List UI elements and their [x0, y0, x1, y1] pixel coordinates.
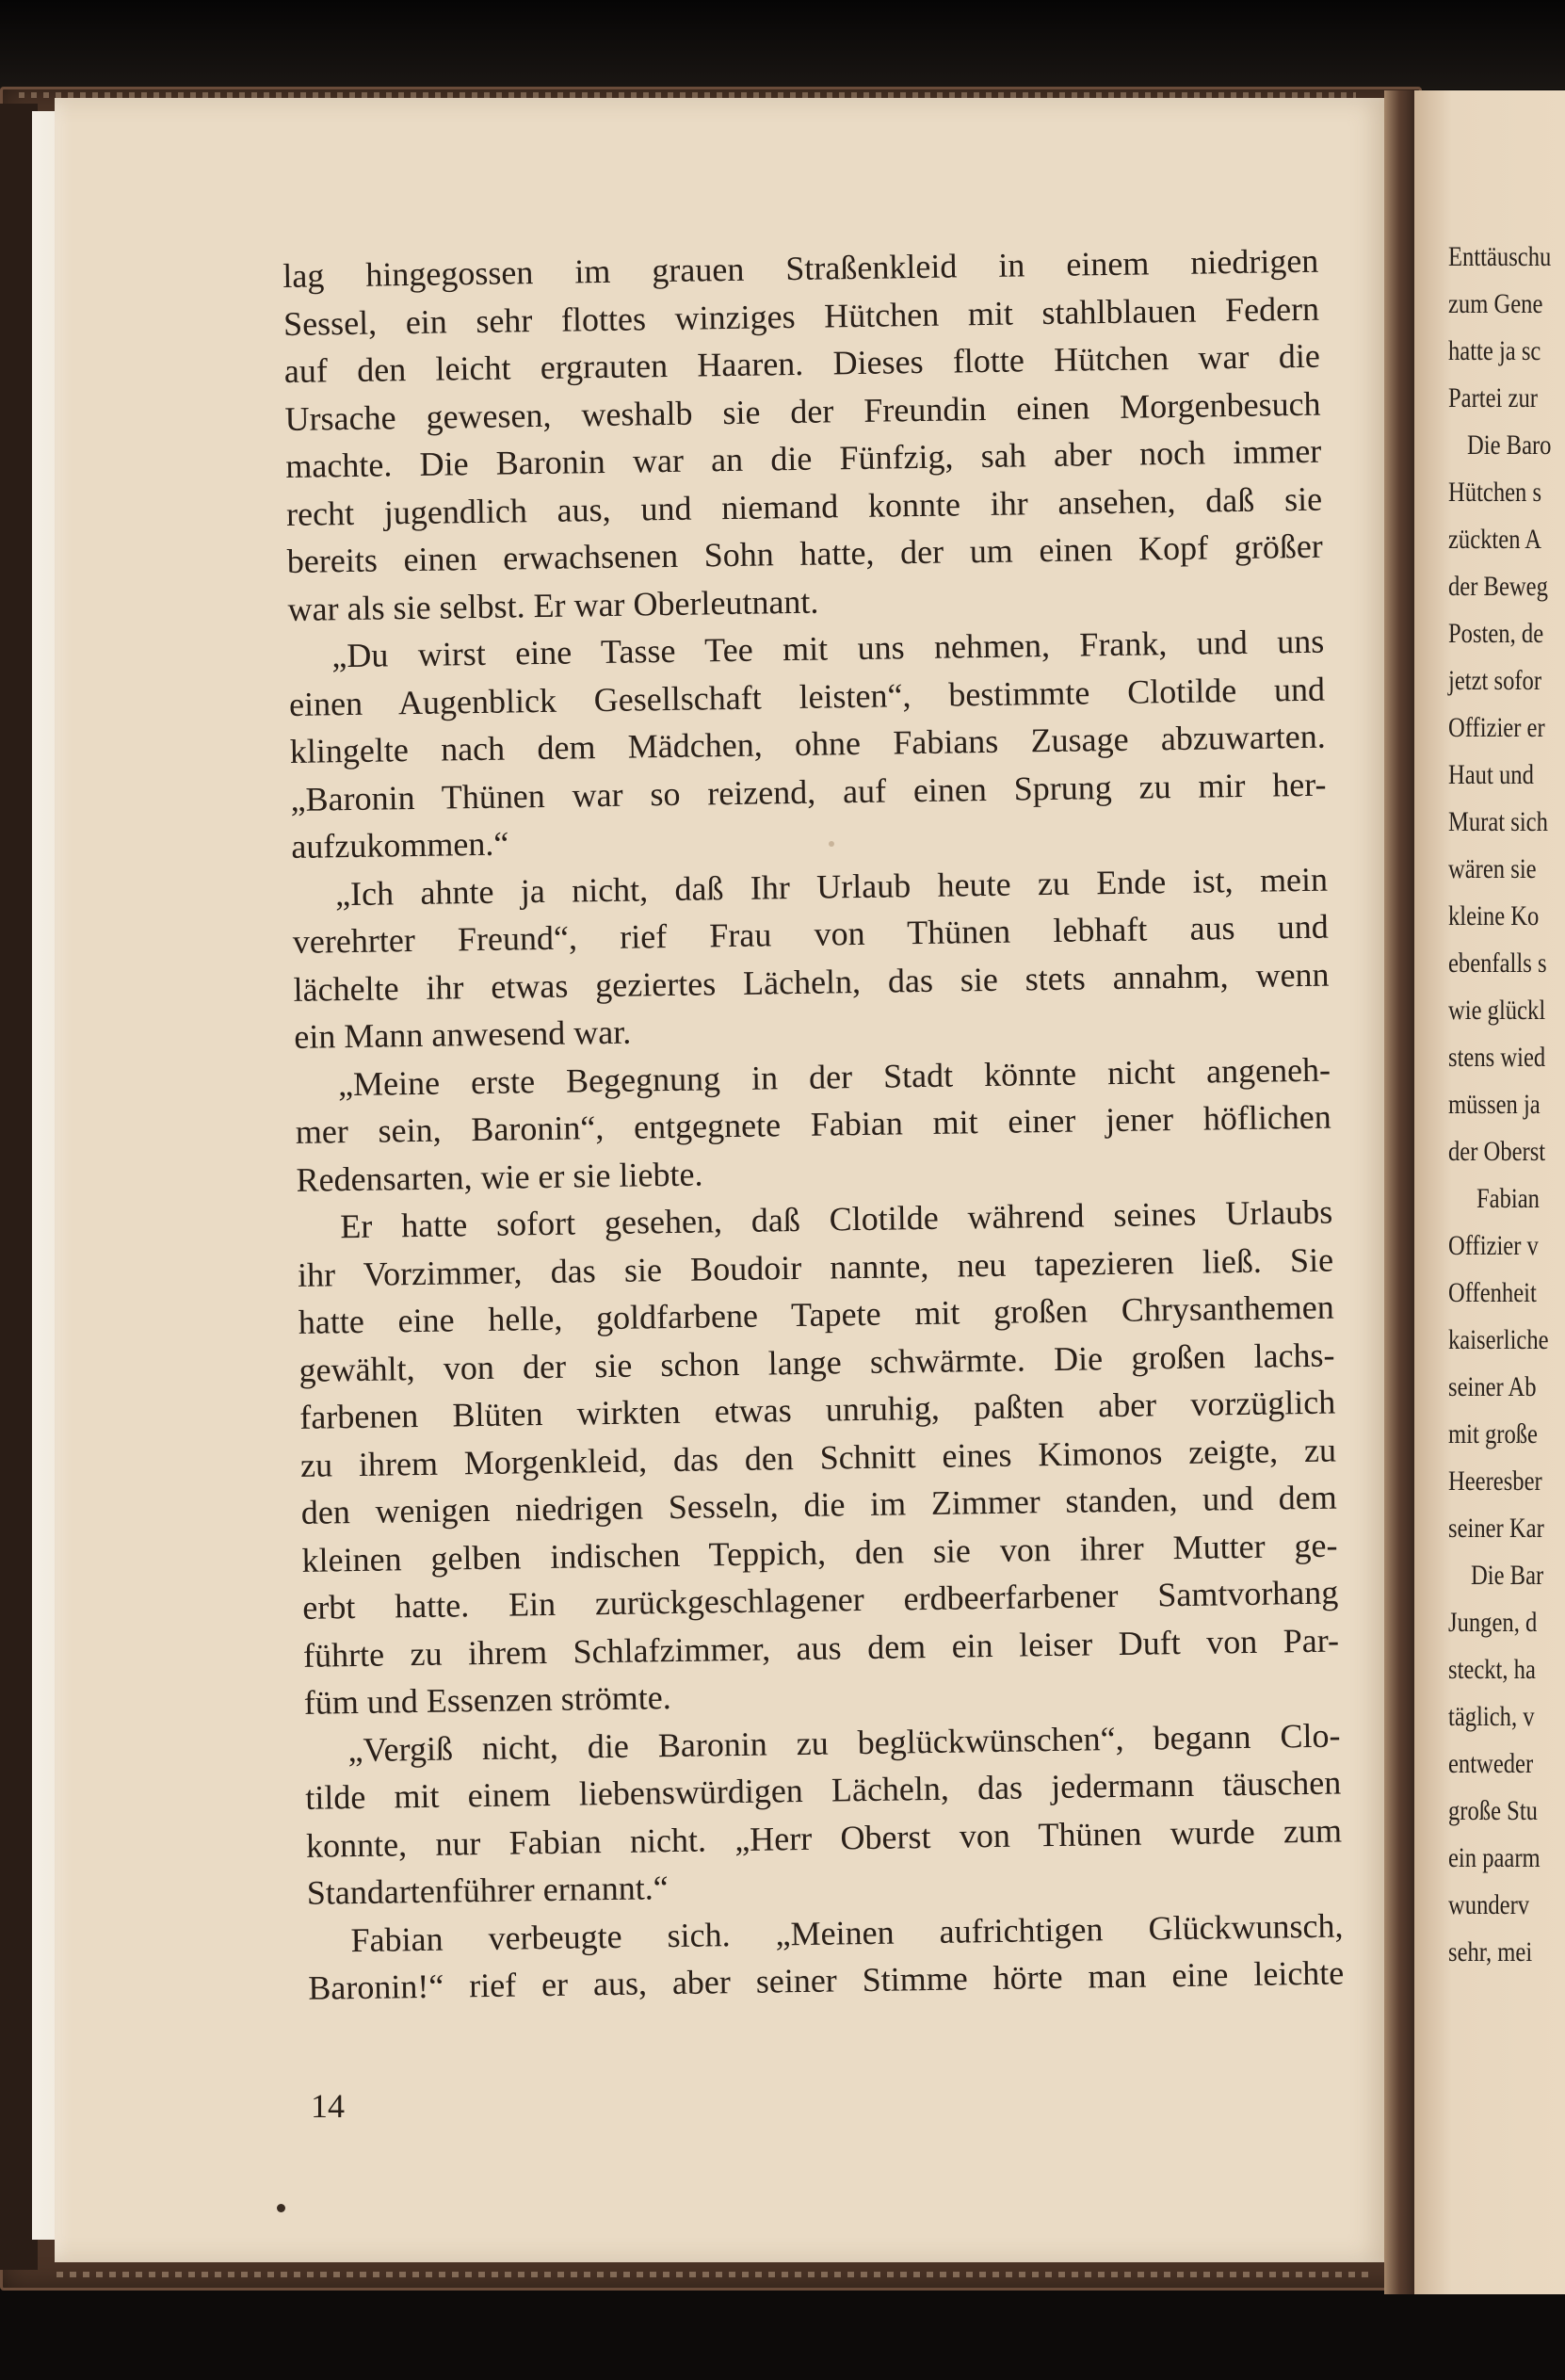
right-page-line: der Oberst [1448, 1136, 1546, 1167]
text-line: Ursache gewesen, weshalb sie der Freundin einen Morgenbesuch [284, 384, 1321, 438]
right-page-fragment [1414, 90, 1565, 2294]
right-page-line: zum Gene [1448, 288, 1543, 319]
right-page-line: entweder [1448, 1748, 1534, 1779]
right-page-line: sehr, mei [1448, 1936, 1533, 1967]
text-line: farbenen Blüten wirkten etwas unruhig, paßten aber vorzüglich [299, 1383, 1336, 1436]
right-page-line: Die Baro [1467, 429, 1552, 461]
text-line: einen Augenblick Gesellschaft leisten“, bestimmte Clotilde und [288, 670, 1326, 723]
right-page-line: große Stu [1448, 1795, 1538, 1826]
right-page-line: mit große [1448, 1418, 1538, 1449]
text-line: machte. Die Baronin war an die Fünfzig, sah aber noch immer [285, 431, 1322, 485]
paper-speck [829, 841, 834, 847]
right-page-line: wie glückl [1448, 995, 1546, 1026]
right-page-line: zückten A [1448, 524, 1542, 555]
right-page-line: steckt, ha [1448, 1654, 1536, 1685]
text-line: Sessel, ein sehr flottes winziges Hütchen mit stahlblauen Federn [282, 289, 1320, 343]
right-page-line: hatte ja sc [1448, 335, 1541, 366]
text-line: hatte eine helle, goldfarbene Tapete mit großen Chrysanthemen [298, 1287, 1335, 1341]
text-line: „Ich ahnte ja nicht, daß Ihr Urlaub heute zu Ende ist, mein [334, 860, 1329, 913]
right-page-line: kleine Ko [1448, 900, 1540, 931]
right-page-line: Murat sich [1448, 806, 1548, 837]
right-page-line: ebenfalls s [1448, 947, 1547, 979]
right-page-line: müssen ja [1448, 1089, 1541, 1120]
right-page-line: Heeresber [1448, 1465, 1542, 1497]
text-line: bereits einen erwachsenen Sohn hatte, der um einen Kopf größer [286, 526, 1324, 580]
ink-speck [277, 2204, 285, 2212]
right-page-line: seiner Kar [1448, 1513, 1544, 1544]
right-page-line: Posten, de [1448, 618, 1544, 649]
text-line: füm und Essenzen strömte. [303, 1678, 672, 1722]
right-page-line: Haut und [1448, 759, 1534, 790]
right-page-line: der Beweg [1448, 571, 1548, 602]
text-line: Baronin!“ rief er aus, aber seiner Stimme hörte man eine leichte [308, 1953, 1345, 2007]
text-line: „Baronin Thünen war so reizend, auf einen Sprung zu mir her- [290, 765, 1327, 818]
right-page-line: kaiserliche [1448, 1324, 1549, 1355]
right-page-line: Jungen, d [1448, 1607, 1538, 1638]
text-line: aufzukommen.“ [291, 824, 509, 866]
text-line: zu ihrem Morgenkleid, das den Schnitt eines Kimonos zeigte, zu [299, 1431, 1337, 1484]
cover-stitching-bottom [56, 2272, 1375, 2277]
right-page-line: täglich, v [1448, 1701, 1535, 1732]
right-page-line: ein paarm [1448, 1842, 1541, 1873]
right-page-line: jetzt sofor [1448, 665, 1542, 696]
right-page-line: Die Bar [1471, 1560, 1544, 1591]
text-line: Fabian verbeugte sich. „Meinen aufrichtigen Glückwunsch, [350, 1905, 1344, 1959]
text-line: Er hatte sofort gesehen, daß Clotilde während seines Urlaubs [340, 1192, 1333, 1246]
text-line: recht jugendlich aus, und niemand konnte ihr ansehen, daß sie [285, 479, 1323, 533]
text-line: gewählt, von der sie schon lange schwärmte. Die großen lachs- [298, 1336, 1335, 1389]
right-page-line: stens wied [1448, 1042, 1546, 1073]
right-page-line: Offizier v [1448, 1230, 1539, 1261]
text-line: „Meine erste Begegnung in der Stadt könnte nicht angeneh- [337, 1050, 1331, 1103]
text-line: Standartenführer ernannt.“ [306, 1869, 669, 1912]
text-line: tilde mit einem liebenswürdigen Lächeln, das jedermann täuschen [305, 1763, 1342, 1817]
text-line: „Vergiß nicht, die Baronin zu beglückwünschen“, begann Clo- [347, 1716, 1341, 1769]
text-line: war als sie selbst. Er war Oberleutnant. [287, 582, 819, 628]
right-page-line: wunderv [1448, 1889, 1530, 1920]
text-line: konnte, nur Fabian nicht. „Herr Oberst von Thünen wurde zum [305, 1810, 1343, 1865]
text-line: auf den leicht ergrauten Haaren. Dieses flotte Hütchen war die [283, 336, 1321, 390]
right-page-line: seiner Ab [1448, 1371, 1537, 1402]
right-page-line: Fabian [1476, 1183, 1540, 1214]
text-line: erbt hatte. Ein zurückgeschlagener erdbeerfarbener Samtvorhang [302, 1573, 1339, 1627]
page-number: 14 [311, 2087, 345, 2125]
text-line: ihr Vorzimmer, das sie Boudoir nannte, neu tapezieren ließ. Sie [297, 1240, 1334, 1294]
text-line: lag hingegossen im grauen Straßenkleid in einem niedrigen [282, 241, 1319, 295]
right-page-line: Offizier er [1448, 712, 1545, 743]
right-page-line: Enttäuschu [1448, 241, 1552, 272]
text-line: ein Mann anwesend war. [294, 1012, 632, 1056]
right-page-line: wären sie [1448, 853, 1537, 884]
text-line: Redensarten, wie er sie liebte. [296, 1154, 703, 1199]
left-page-text [282, 237, 1345, 2013]
background-top [0, 0, 1565, 89]
text-line: mer sein, Baronin“, entgegnete Fabian mit einer jener höflichen [295, 1097, 1332, 1151]
text-line: klingelte nach dem Mädchen, ohne Fabians Zusage abzuwarten. [289, 717, 1327, 770]
right-page-line: Offenheit [1448, 1277, 1537, 1308]
text-line: kleinen gelben indischen Teppich, den sie von ihrer Mutter ge- [301, 1526, 1338, 1579]
right-page-line: Partei zur [1448, 382, 1538, 413]
text-line: lächelte ihr etwas geziertes Lächeln, das sie stets annahm, wenn [293, 955, 1330, 1009]
text-line: verehrter Freund“, rief Frau von Thünen lebhaft aus und [292, 907, 1330, 961]
text-line: „Du wirst eine Tasse Tee mit uns nehmen, Frank, und uns [331, 622, 1325, 675]
text-line: den wenigen niedrigen Sesseln, die im Zimmer standen, und dem [300, 1478, 1338, 1531]
text-line: führte zu ihrem Schlafzimmer, aus dem ein leiser Duft von Par- [302, 1621, 1340, 1675]
right-page-line: Hütchen s [1448, 477, 1542, 508]
